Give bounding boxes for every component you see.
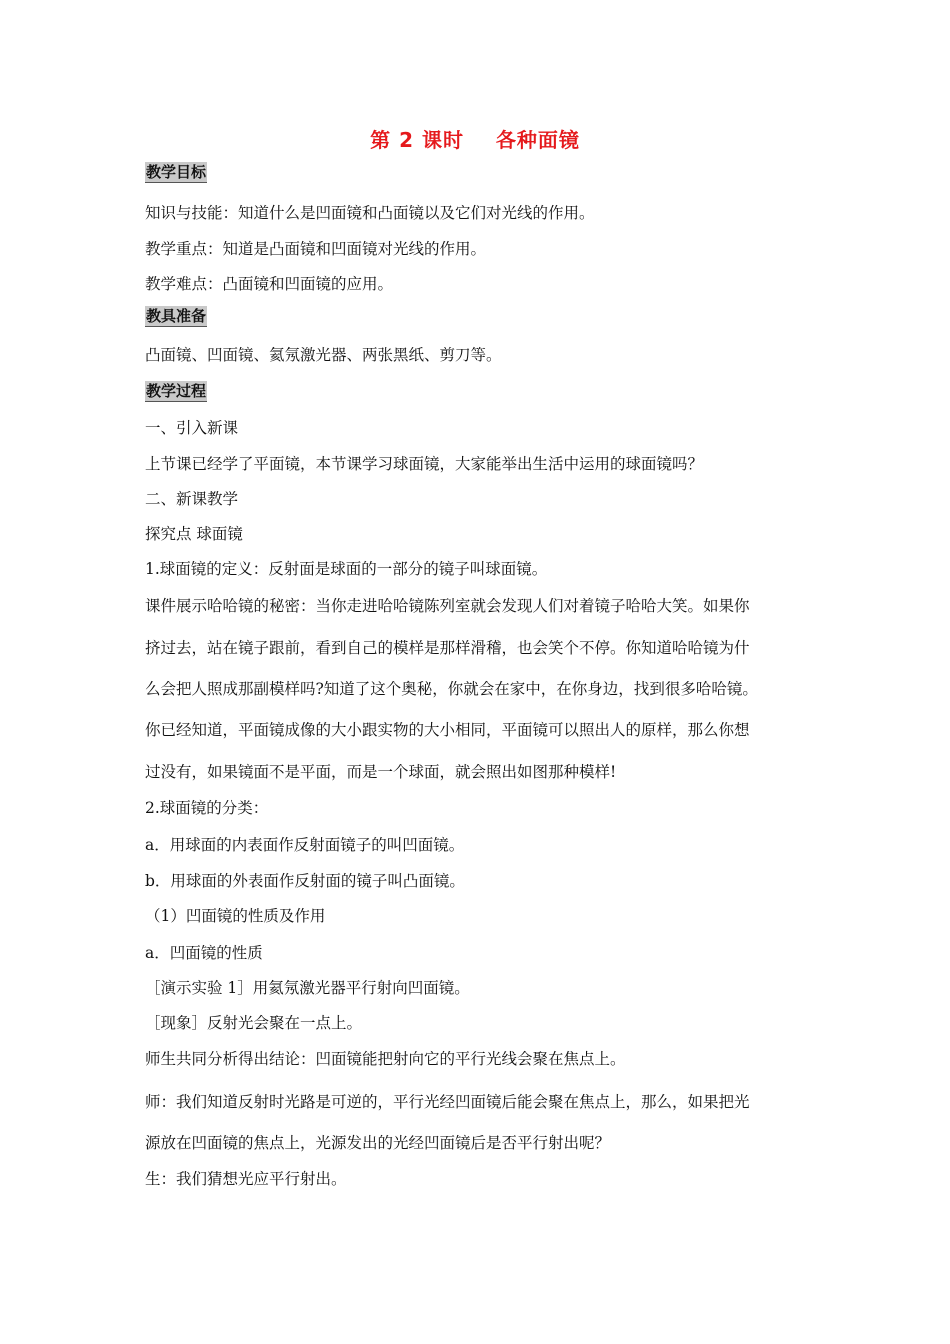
paragraph-line: 探究点 球面镜: [145, 525, 243, 543]
paragraph-line: 一、引入新课: [145, 419, 239, 437]
paragraph-line: 2.球面镜的分类：: [145, 799, 269, 817]
paragraph-line: 么会把人照成那副模样吗?知道了这个奥秘，你就会在家中，在你身边，找到很多哈哈镜。: [145, 680, 758, 698]
paragraph-line: 生：我们猜想光应平行射出。: [145, 1170, 347, 1188]
section-heading-label: 教学目标: [146, 163, 207, 181]
paragraph-line: 凸面镜、凹面镜、氦氖激光器、两张黑纸、剪刀等。: [145, 346, 502, 364]
paragraph-line: ［现象］反射光会聚在一点上。: [145, 1014, 363, 1032]
paragraph-line: 你已经知道，平面镜成像的大小跟实物的大小相同，平面镜可以照出人的原样，那么你想: [145, 721, 750, 739]
paragraph-line: 二、新课教学: [145, 490, 239, 508]
section-heading-label: 教学过程: [146, 382, 207, 400]
paragraph-line: 师生共同分析得出结论：凹面镜能把射向它的平行光线会聚在焦点上。: [145, 1050, 626, 1068]
paragraph-line: 上节课已经学了平面镜，本节课学习球面镜，大家能举出生活中运用的球面镜吗？: [145, 455, 704, 473]
paragraph-line: 知识与技能：知道什么是凹面镜和凸面镜以及它们对光线的作用。: [145, 204, 595, 222]
paragraph-line: （1）凹面镜的性质及作用: [145, 907, 326, 925]
paragraph-line: a．用球面的内表面作反射面镜子的叫凹面镜。: [145, 836, 465, 854]
section-heading-label: 教具准备: [146, 307, 207, 325]
section-heading: [145, 162, 207, 183]
paragraph-line: 教学重点：知道是凸面镜和凹面镜对光线的作用。: [145, 240, 487, 258]
paragraph-line: 课件展示哈哈镜的秘密：当你走进哈哈镜陈列室就会发现人们对着镜子哈哈大笑。如果你: [145, 597, 750, 615]
page-title: 第 2 课时 各种面镜: [370, 128, 580, 152]
paragraph-line: b．用球面的外表面作反射面的镜子叫凸面镜。: [145, 872, 465, 890]
paragraph-line: 过没有，如果镜面不是平面，而是一个球面，就会照出如图那种模样!: [145, 763, 617, 781]
paragraph-line: a．凹面镜的性质: [145, 944, 263, 962]
paragraph-line: 挤过去，站在镜子跟前，看到自己的模样是那样滑稽，也会笑个不停。你知道哈哈镜为什: [145, 639, 750, 657]
section-heading: [145, 381, 207, 402]
paragraph-line: 源放在凹面镜的焦点上，光源发出的光经凹面镜后是否平行射出呢？: [145, 1134, 611, 1152]
paragraph-line: ［演示实验 1］用氦氖激光器平行射向凹面镜。: [145, 979, 470, 997]
paragraph-line: 1.球面镜的定义：反射面是球面的一部分的镜子叫球面镜。: [145, 560, 548, 578]
paragraph-line: 教学难点：凸面镜和凹面镜的应用。: [145, 275, 394, 293]
section-heading: [145, 306, 207, 327]
paragraph-line: 师：我们知道反射时光路是可逆的，平行光经凹面镜后能会聚在焦点上，那么，如果把光: [145, 1093, 750, 1111]
